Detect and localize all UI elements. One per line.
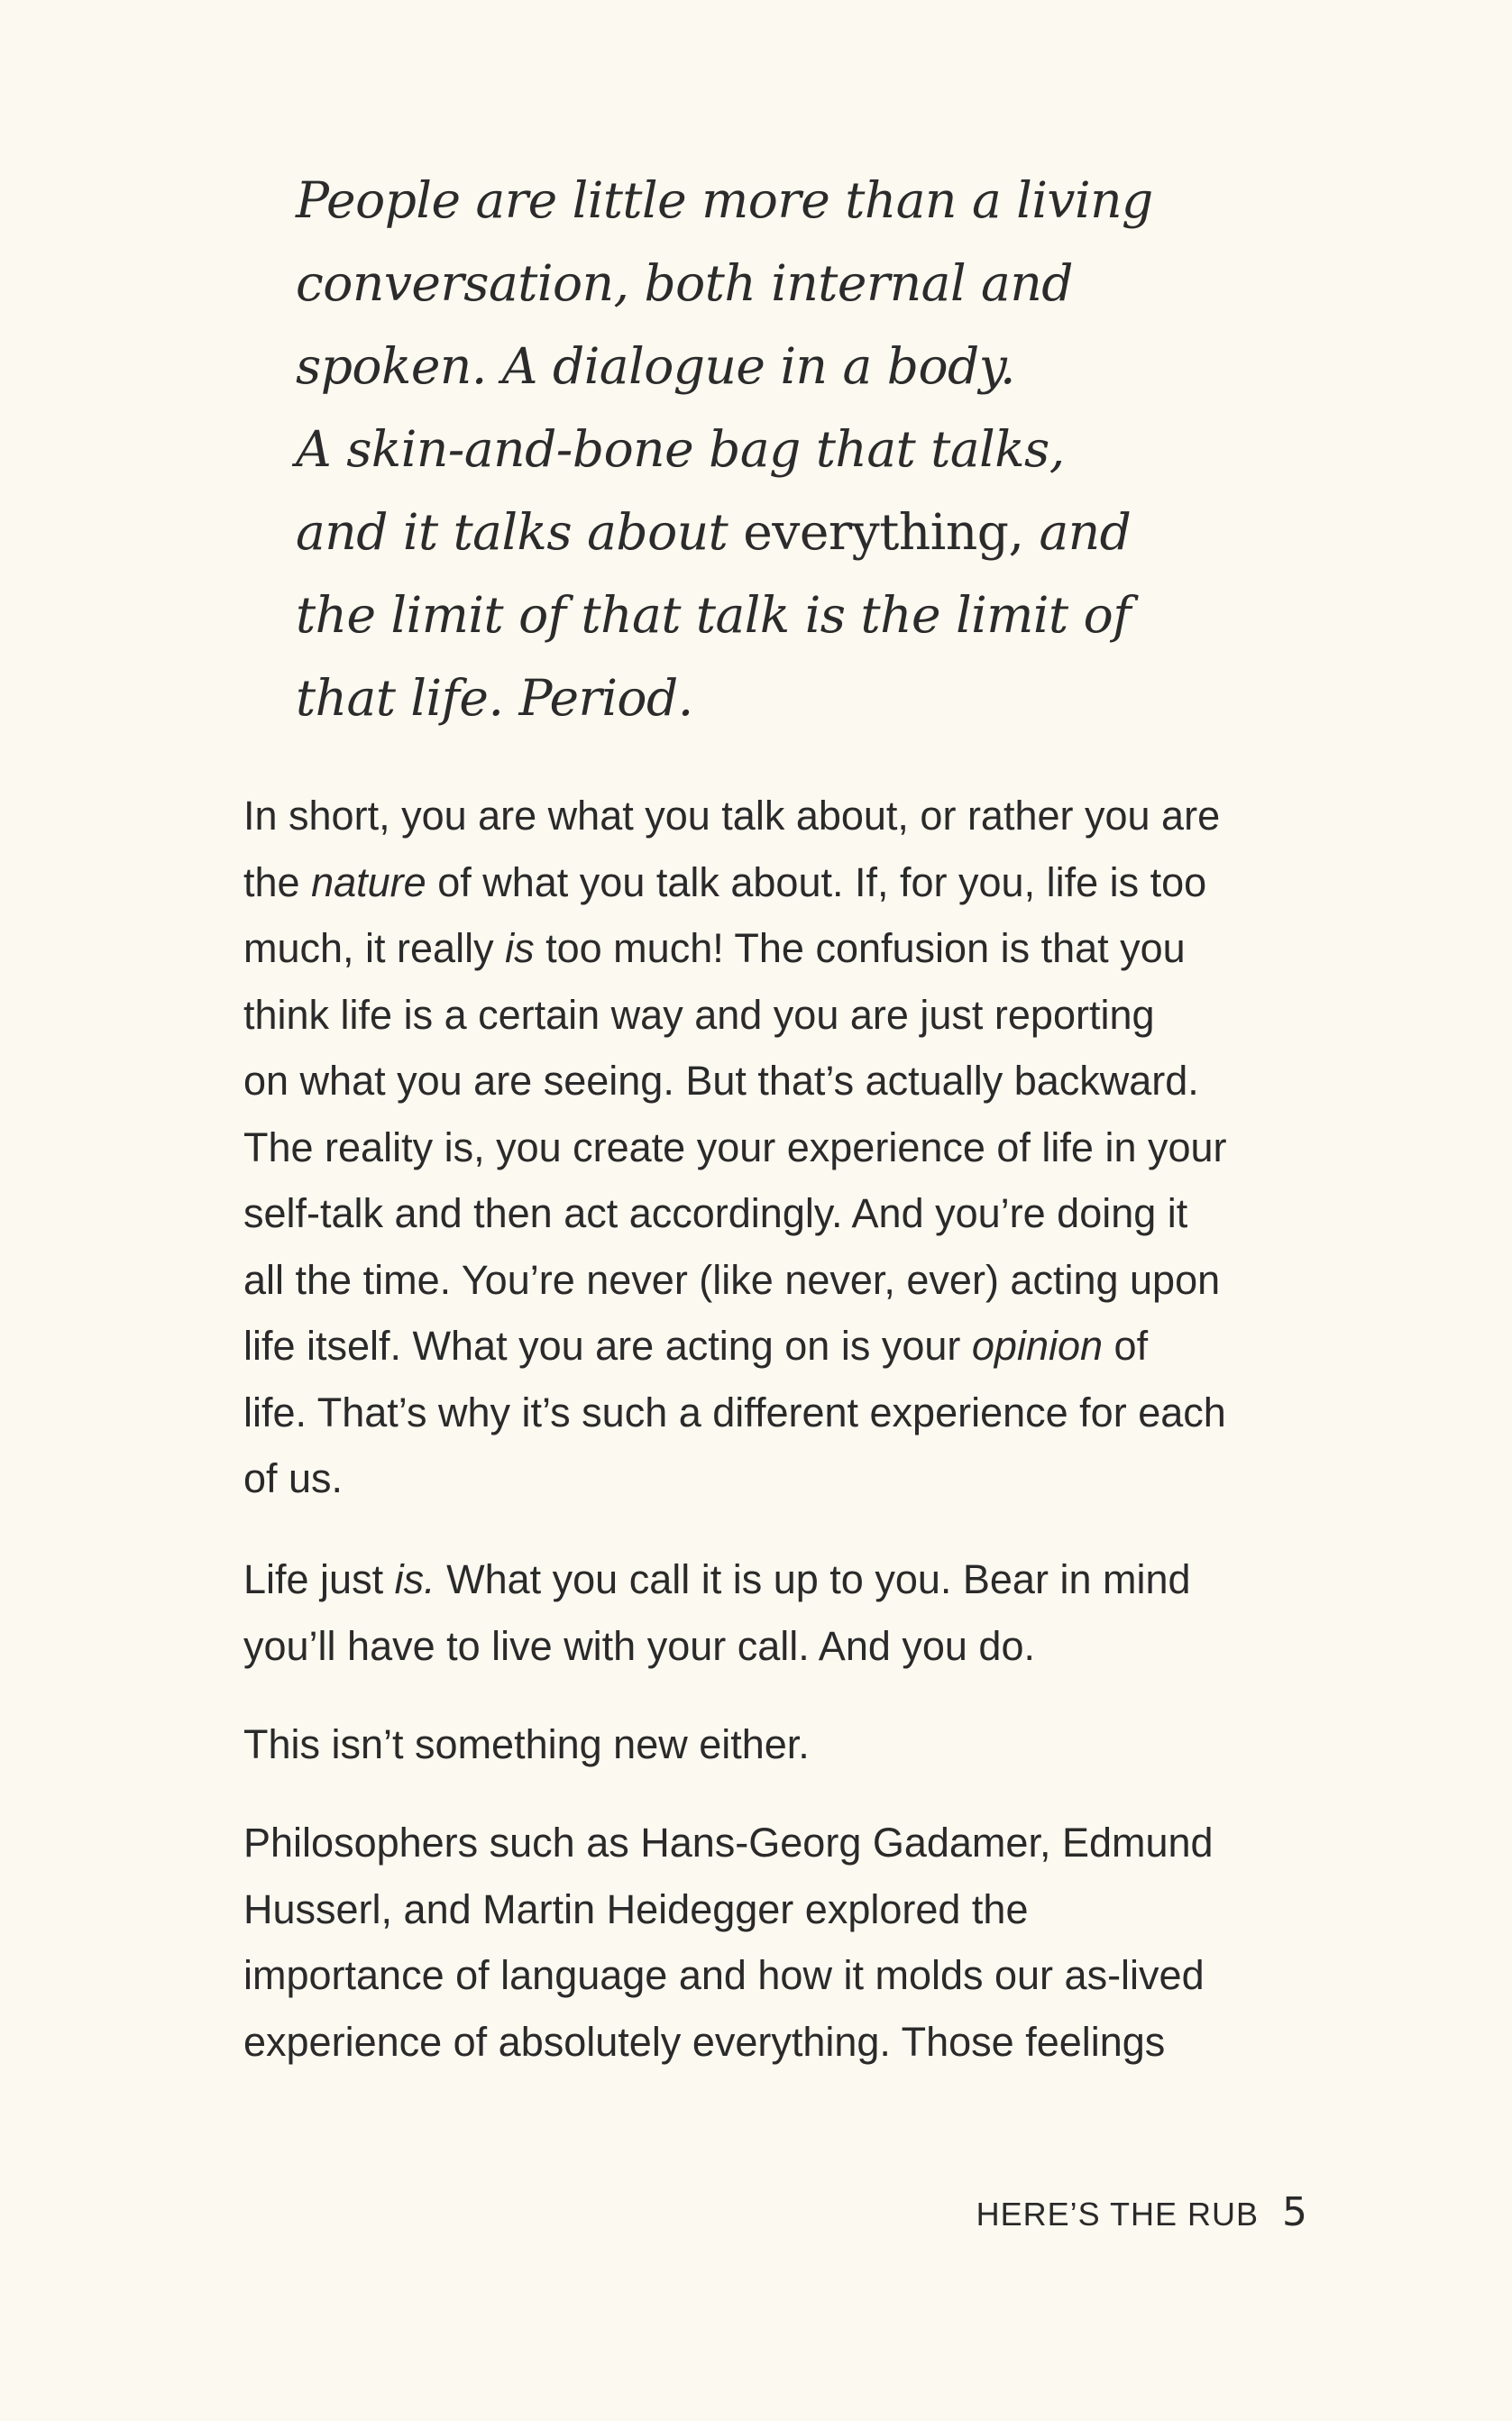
quote-line: A skin-and-bone bag that talks, <box>296 420 1065 478</box>
text-line: Husserl, and Martin Heidegger explored the <box>243 1885 1029 1932</box>
text-fragment: What you call it is up to you. Bear in mind <box>446 1556 1191 1602</box>
paragraph-3 <box>243 1711 1289 1778</box>
text-line: think life is a certain way and you are just reporting <box>243 991 1155 1038</box>
text-fragment: of <box>1113 1323 1149 1369</box>
quote-emphasis-upright: everything, <box>743 503 1024 561</box>
text-fragment: of what you talk about. If, for you, life is too <box>437 858 1207 905</box>
text-line: Philosophers such as Hans-Georg Gadamer, Edmund <box>243 1820 1214 1866</box>
text-line: The reality is, you create your experience of life in your <box>243 1123 1227 1170</box>
paragraph-1 <box>243 783 1289 1512</box>
text-line: of us. <box>243 1455 344 1501</box>
quote-fragment: and it talks about <box>296 503 729 561</box>
emphasis: opinion <box>971 1323 1104 1369</box>
page-number: 5 <box>1282 2189 1307 2235</box>
text-line: importance of language and how it molds our as-lived <box>243 1952 1205 1998</box>
emphasis: is. <box>394 1556 435 1602</box>
text-line <box>243 915 1289 982</box>
emphasis: nature <box>311 858 426 905</box>
quote-line <box>296 491 1287 573</box>
text-fragment: much, it really <box>243 925 494 971</box>
quote-line: spoken. A dialogue in a body. <box>296 337 1016 395</box>
text-fragment: too much! The confusion is that you <box>545 925 1186 971</box>
text-line: life. That’s why it’s such a different experience for each <box>243 1389 1226 1435</box>
text-line: In short, you are what you talk about, or rather you are <box>243 793 1221 839</box>
quote-line: conversation, both internal and <box>296 254 1073 312</box>
paragraph-4 <box>243 1810 1289 2075</box>
text-fragment: Life just <box>243 1556 384 1602</box>
quote-fragment: and <box>1039 503 1132 561</box>
quote-line: the limit of that talk is the limit of <box>296 586 1132 644</box>
pull-quote <box>296 159 1287 739</box>
emphasis: is <box>505 925 535 971</box>
text-fragment: life itself. What you are acting on is your <box>243 1323 961 1369</box>
quote-line: People are little more than a living <box>296 171 1153 229</box>
text-line: you’ll have to live with your call. And you do. <box>243 1622 1035 1669</box>
text-line <box>243 1546 1289 1613</box>
text-line: on what you are seeing. But that’s actually backward. <box>243 1058 1199 1104</box>
text-line: self-talk and then act accordingly. And you’re doing it <box>243 1190 1188 1236</box>
paragraph-2 <box>243 1546 1289 1679</box>
text-line: This isn’t something new either. <box>243 1721 810 1767</box>
running-head: HERE’S THE RUB <box>976 2196 1259 2233</box>
page-footer <box>902 2189 1307 2235</box>
text-line: experience of absolutely everything. Those feelings <box>243 2018 1166 2065</box>
text-line: all the time. You’re never (like never, ever) acting upon <box>243 1256 1221 1303</box>
text-fragment: the <box>243 858 300 905</box>
text-line <box>243 849 1289 916</box>
quote-line: that life. Period. <box>296 669 693 727</box>
text-line <box>243 1313 1289 1380</box>
